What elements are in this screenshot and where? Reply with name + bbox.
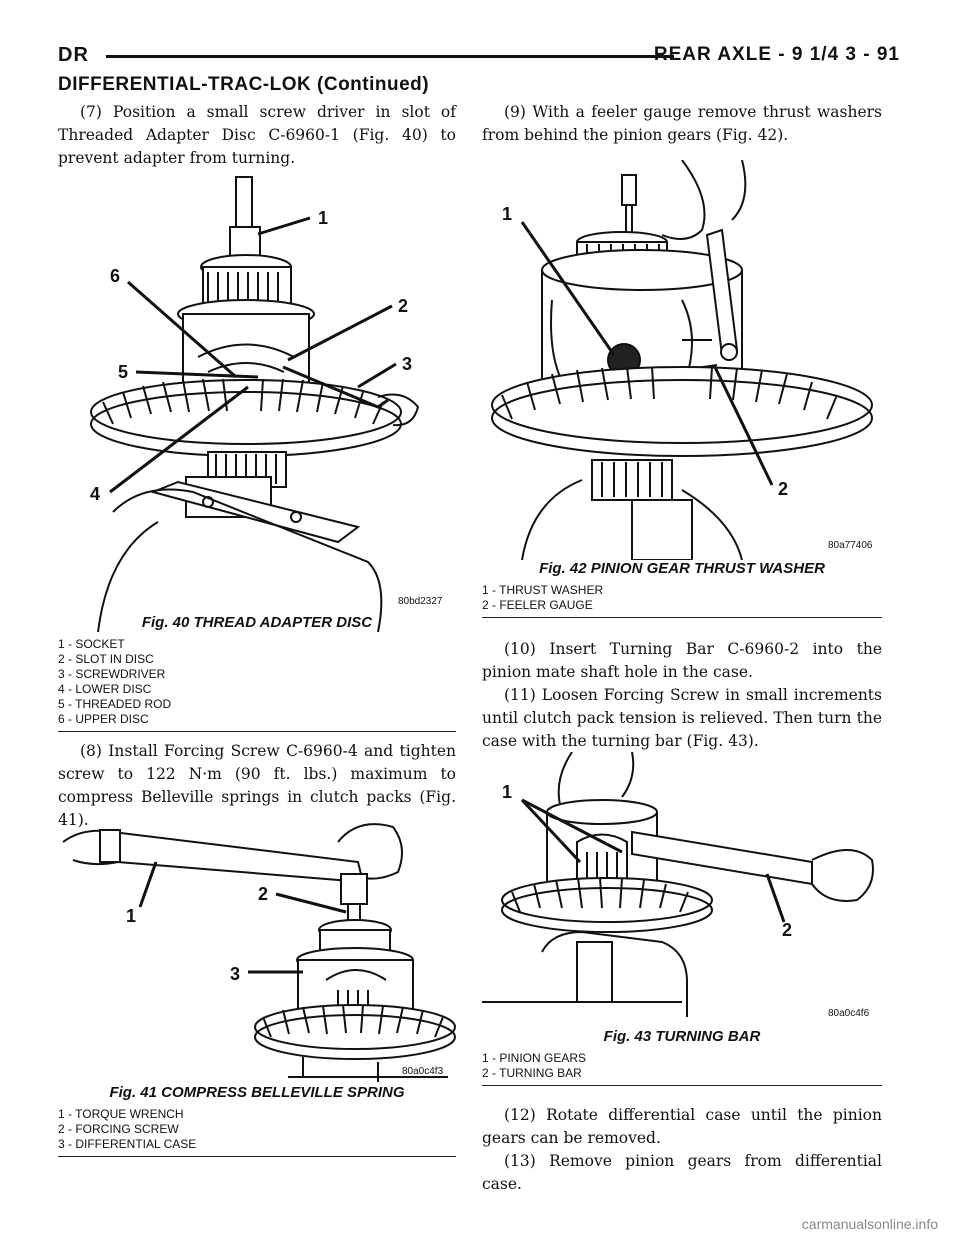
fig41-legend-item: 2 - FORCING SCREW — [58, 1122, 179, 1136]
fig40-code: 80bd2327 — [398, 596, 443, 607]
fig43-callout-2: 2 — [782, 920, 793, 940]
fig42-callout-1: 1 — [502, 204, 513, 224]
fig41-caption: Fig. 41 COMPRESS BELLEVILLE SPRING — [109, 1084, 405, 1101]
fig42-illustration — [482, 160, 882, 560]
fig41-code: 80a0c4f3 — [402, 1066, 444, 1077]
step-8: (8) Install Forcing Screw C-6960-4 and tighten screw to 122 N·m (90 ft. lbs.) maximum to compress Belleville springs in clutch packs (Fig. 41). — [58, 742, 456, 829]
fig43-caption: Fig. 43 TURNING BAR — [603, 1028, 761, 1045]
fig41-callout-1: 1 — [126, 906, 137, 926]
fig42-legend — [482, 583, 882, 618]
fig43-callout-1: 1 — [502, 782, 513, 802]
fig41-callout-3: 3 — [230, 964, 241, 984]
fig42-legend-item: 1 - THRUST WASHER — [482, 583, 604, 597]
header-rule — [106, 55, 674, 58]
figure-41 — [58, 812, 456, 1157]
step-12: (12) Rotate differential case until the pinion gears can be removed. — [482, 1106, 882, 1147]
fig40-callout-5: 5 — [118, 362, 129, 382]
figure-42 — [482, 160, 882, 618]
fig41-legend-item: 3 - DIFFERENTIAL CASE — [58, 1137, 197, 1151]
fig43-illustration — [482, 752, 882, 1024]
fig40-illustration — [58, 172, 456, 632]
fig40-legend-item: 3 - SCREWDRIVER — [58, 667, 166, 681]
step-10: (10) Insert Turning Bar C-6960-2 into the pinion mate shaft hole in the case. — [482, 640, 882, 681]
fig43-legend — [482, 1051, 882, 1086]
footer-watermark: carmanualsonline.info — [801, 1216, 938, 1232]
header-right: REAR AXLE - 9 1/4 3 - 91 — [653, 44, 900, 65]
step-9: (9) With a feeler gauge remove thrust washers from behind the pinion gears (Fig. 42). — [482, 103, 882, 144]
fig40-callout-3: 3 — [402, 354, 413, 374]
fig40-legend-item: 2 - SLOT IN DISC — [58, 652, 154, 666]
fig40-legend-item: 1 - SOCKET — [58, 637, 125, 651]
fig40-caption: Fig. 40 THREAD ADAPTER DISC — [141, 614, 373, 631]
figure-40 — [58, 172, 456, 732]
fig41-callout-2: 2 — [258, 884, 269, 904]
step-13: (13) Remove pinion gears from differential case. — [482, 1152, 882, 1193]
fig40-legend-item: 4 - LOWER DISC — [58, 682, 152, 696]
fig40-legend — [58, 637, 456, 732]
fig40-legend-item: 6 - UPPER DISC — [58, 712, 149, 726]
fig40-callout-4: 4 — [90, 484, 101, 504]
fig42-legend-item: 2 - FEELER GAUGE — [482, 598, 593, 612]
fig43-legend-item: 2 - TURNING BAR — [482, 1066, 582, 1080]
fig42-code: 80a77406 — [828, 540, 873, 551]
fig42-caption: Fig. 42 PINION GEAR THRUST WASHER — [539, 560, 825, 577]
fig40-legend-item: 5 - THREADED ROD — [58, 697, 172, 711]
fig41-illustration — [58, 812, 456, 1082]
fig42-callout-2: 2 — [778, 479, 789, 499]
header-left: DR — [58, 44, 89, 66]
section-title: DIFFERENTIAL-TRAC-LOK (Continued) — [58, 74, 430, 95]
step-11: (11) Loosen Forcing Screw in small increments until clutch pack tension is relieved. Then turn the case with the turning bar (Fig. 43). — [482, 686, 882, 750]
fig41-legend-item: 1 - TORQUE WRENCH — [58, 1107, 184, 1121]
fig43-code: 80a0c4f6 — [828, 1008, 870, 1019]
step-7: (7) Position a small screw driver in slot of Threaded Adapter Disc C-6960-1 (Fig. 40) to prevent adapter from turning. — [58, 103, 456, 167]
page-header — [58, 44, 900, 72]
fig40-callout-6: 6 — [110, 266, 121, 286]
fig41-legend — [58, 1107, 456, 1157]
fig43-legend-item: 1 - PINION GEARS — [482, 1051, 587, 1065]
figure-43 — [482, 752, 882, 1086]
fig40-callout-1: 1 — [318, 208, 329, 228]
fig40-callout-2: 2 — [398, 296, 409, 316]
